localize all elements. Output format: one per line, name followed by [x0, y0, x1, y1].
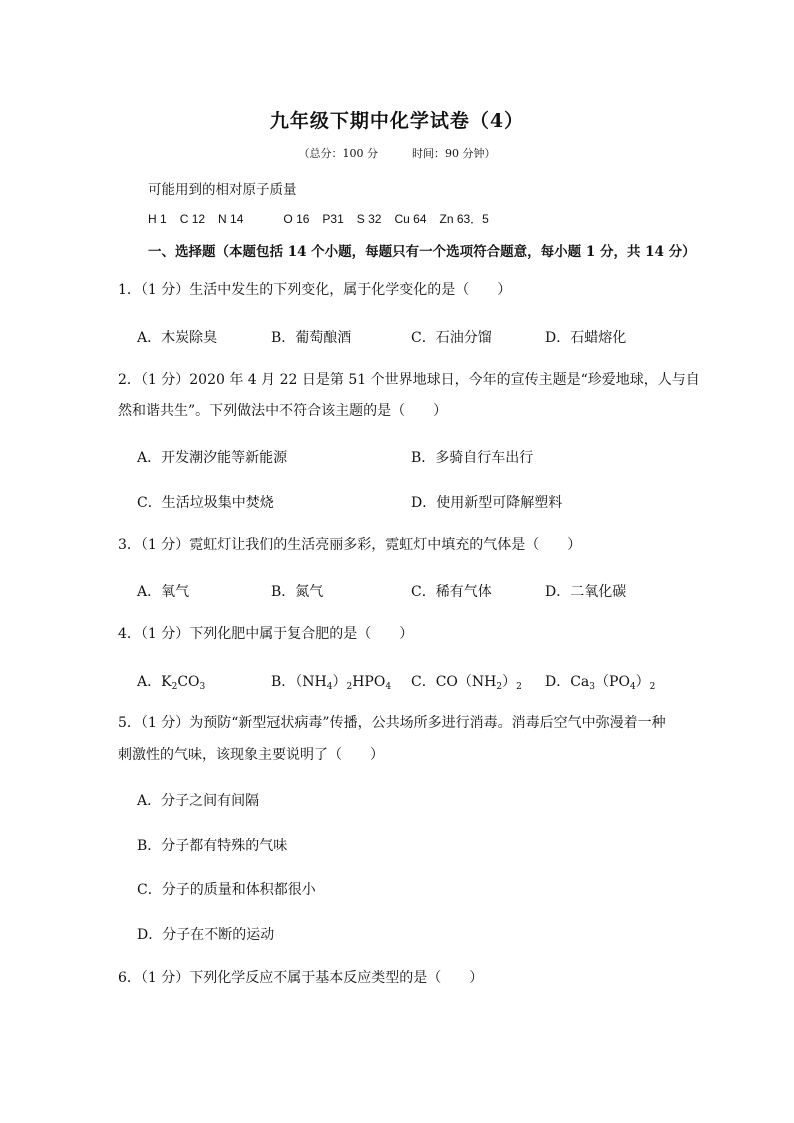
atomic-mass-label: 可能用到的相对原子质量	[148, 182, 297, 198]
question-5-option-b: B．分子都有特殊的气味	[137, 838, 288, 854]
question-5-option-d: D．分子在不断的运动	[137, 927, 275, 943]
question-2-option-a: A．开发潮汐能等新能源	[137, 450, 288, 466]
question-2-option-c: C．生活垃圾集中焚烧	[137, 495, 274, 511]
question-5-option-c: C．分子的质量和体积都很小	[137, 882, 316, 898]
question-5-option-a: A．分子之间有间隔	[137, 793, 260, 809]
exam-time: 时间：90 分钟）	[412, 147, 496, 160]
section-heading: 一、选择题（本题包括 14 个小题，每题只有一个选项符合题意，每小题 1 分，共 14 分）	[148, 244, 696, 260]
question-4-option-d: D．$Ca_3(PO_4)_2$	[545, 674, 656, 692]
question-4-option-b: B．$(NH_4)_2HPO_4$	[271, 674, 392, 692]
mass-item: H 1	[148, 212, 167, 226]
question-2-stem-line2: 然和谐共生”。下列做法中不符合该主题的是（ ）	[118, 403, 448, 419]
question-1-stem: 1．（1 分）生活中发生的下列变化，属于化学变化的是（ ）	[118, 282, 512, 298]
question-2-stem-line1: 2．（1 分）2020 年 4 月 22 日是第 51 个世界地球日，今年的宣传主题是“珍爱地球，人与自	[118, 372, 700, 388]
question-4-stem: 4．（1 分）下列化肥中属于复合肥的是（ ）	[118, 626, 414, 642]
page-title: 九年级下期中化学试卷（4）	[269, 110, 525, 132]
question-3-option-a: A．氧气	[137, 584, 190, 600]
mass-item: O 16	[283, 212, 310, 226]
question-1-option-c: C．石油分馏	[411, 330, 492, 346]
atomic-mass-list	[148, 210, 502, 227]
question-2-option-d: D．使用新型可降解塑料	[411, 495, 563, 511]
question-6-stem: 6．（1 分）下列化学反应不属于基本反应类型的是（ ）	[118, 970, 484, 986]
question-5-stem-line1: 5．（1 分）为预防“新型冠状病毒”传播，公共场所多进行消毒。消毒后空气中弥漫着一种	[118, 715, 666, 731]
question-3-option-c: C．稀有气体	[411, 584, 492, 600]
mass-item: Cu 64	[394, 212, 427, 226]
exam-meta	[0, 145, 794, 161]
question-5-stem-line2: 刺激性的气味，该现象主要说明了（ ）	[118, 747, 384, 763]
question-1-option-a: A．木炭除臭	[137, 330, 218, 346]
total-score: （总分：100 分	[298, 147, 378, 160]
question-2-option-b: B．多骑自行车出行	[411, 450, 534, 466]
question-1-option-d: D．石蜡熔化	[545, 330, 627, 346]
question-4-option-a: A．$K_2CO_3$	[137, 674, 206, 692]
question-3-option-d: D．二氧化碳	[545, 584, 627, 600]
mass-item: P31	[322, 212, 344, 226]
question-1-option-b: B．葡萄酿酒	[271, 330, 352, 346]
question-3-stem: 3．（1 分）霓虹灯让我们的生活亮丽多彩，霓虹灯中填充的气体是（ ）	[118, 537, 582, 553]
mass-item: C 12	[179, 212, 206, 226]
question-4-option-c: C．$CO(NH_2)_2$	[411, 674, 522, 692]
mass-item: N 14	[218, 212, 244, 226]
mass-item: Zn 63．5	[439, 212, 489, 226]
mass-item: S 32	[356, 212, 382, 226]
question-3-option-b: B．氮气	[271, 584, 324, 600]
